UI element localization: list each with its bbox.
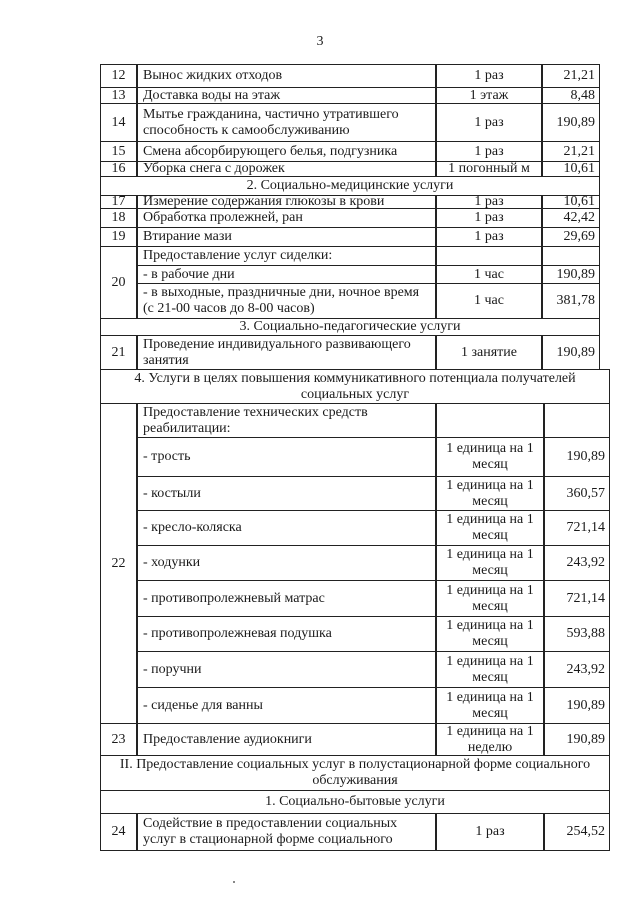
price-cell-empty	[544, 403, 610, 438]
price: 10,61	[542, 195, 600, 209]
unit-of-service: 1 единица на 1 месяц	[436, 437, 544, 477]
price: 42,42	[542, 208, 600, 228]
unit-of-service: 1 единица на 1 месяц	[436, 651, 544, 688]
unit-of-service: 1 единица на 1 месяц	[436, 476, 544, 511]
row-number: 22	[100, 403, 137, 724]
price: 381,78	[542, 283, 600, 319]
unit-of-service: 1 занятие	[436, 335, 542, 370]
row-number: 15	[100, 141, 137, 162]
service-name: Проведение индивидуального развивающего занятия	[137, 335, 436, 370]
service-name: Предоставление услуг сиделки:	[137, 246, 436, 266]
section-heading: 1. Социально-бытовые услуги	[100, 790, 610, 814]
service-name: Втирание мази	[137, 227, 436, 247]
service-name: Обработка пролежней, ран	[137, 208, 436, 228]
unit-of-service: 1 час	[436, 265, 542, 284]
section-heading: II. Предоставление социальных услуг в полустационарной форме социального обслуживания	[100, 755, 610, 791]
service-name: Вынос жидких отходов	[137, 64, 436, 88]
service-name: - костыли	[137, 476, 436, 511]
price: 10,61	[542, 161, 600, 177]
service-name: - в рабочие дни	[137, 265, 436, 284]
row-number: 16	[100, 161, 137, 177]
row-number: 17	[100, 195, 137, 209]
service-name: - сиденье для ванны	[137, 687, 436, 724]
scan-speck	[233, 881, 235, 883]
row-number: 13	[100, 87, 137, 104]
price: 190,89	[544, 687, 610, 724]
price: 21,21	[542, 141, 600, 162]
service-name: Смена абсорбирующего белья, подгузника	[137, 141, 436, 162]
unit-cell-empty	[436, 246, 542, 266]
price: 721,14	[544, 580, 610, 617]
row-number: 21	[100, 335, 137, 370]
section-heading: 2. Социально-медицинские услуги	[100, 176, 600, 196]
unit-of-service: 1 этаж	[436, 87, 542, 104]
row-number: 20	[100, 246, 137, 319]
price: 243,92	[544, 651, 610, 688]
page-number: 3	[316, 34, 324, 49]
unit-of-service: 1 единица на 1 месяц	[436, 687, 544, 724]
price: 8,48	[542, 87, 600, 104]
unit-of-service: 1 раз	[436, 64, 542, 88]
price: 593,88	[544, 616, 610, 652]
section-heading: 3. Социально-педагогические услуги	[100, 318, 600, 336]
price: 190,89	[544, 437, 610, 477]
price: 360,57	[544, 476, 610, 511]
unit-of-service: 1 единица на 1 месяц	[436, 580, 544, 617]
service-name: Предоставление аудиокниги	[137, 723, 436, 756]
service-name: - в выходные, праздничные дни, ночное время (с 21-00 часов до 8-00 часов)	[137, 283, 436, 319]
unit-of-service: 1 раз	[436, 227, 542, 247]
unit-of-service: 1 погонный м	[436, 161, 542, 177]
unit-of-service: 1 раз	[436, 208, 542, 228]
price: 243,92	[544, 545, 610, 581]
service-name: Измерение содержания глюкозы в крови	[137, 195, 436, 209]
section-heading: 4. Услуги в целях повышения коммуникативного потенциала получателей социальных услуг	[100, 369, 610, 404]
unit-of-service: 1 час	[436, 283, 542, 319]
unit-of-service: 1 раз	[436, 141, 542, 162]
unit-of-service: 1 единица на 1 неделю	[436, 723, 544, 756]
service-name: Мытье гражданина, частично утратившего способность к самообслуживанию	[137, 103, 436, 142]
service-name: - кресло-коляска	[137, 510, 436, 546]
price-cell-empty	[542, 246, 600, 266]
service-name: - поручни	[137, 651, 436, 688]
price: 190,89	[544, 723, 610, 756]
unit-of-service: 1 единица на 1 месяц	[436, 545, 544, 581]
row-number: 18	[100, 208, 137, 228]
row-number: 19	[100, 227, 137, 247]
unit-of-service: 1 единица на 1 месяц	[436, 510, 544, 546]
price: 190,89	[542, 103, 600, 142]
row-number: 23	[100, 723, 137, 756]
unit-of-service: 1 раз	[436, 813, 544, 851]
service-name: - противопролежневый матрас	[137, 580, 436, 617]
service-name: - противопролежневая подушка	[137, 616, 436, 652]
price: 190,89	[542, 335, 600, 370]
unit-of-service: 1 раз	[436, 195, 542, 209]
service-name: Доставка воды на этаж	[137, 87, 436, 104]
row-number: 24	[100, 813, 137, 851]
price: 21,21	[542, 64, 600, 88]
unit-of-service: 1 единица на 1 месяц	[436, 616, 544, 652]
price: 254,52	[544, 813, 610, 851]
price: 721,14	[544, 510, 610, 546]
service-name: Содействие в предоставлении социальных услуг в стационарной форме социального	[137, 813, 436, 851]
row-number: 12	[100, 64, 137, 88]
price: 29,69	[542, 227, 600, 247]
price: 190,89	[542, 265, 600, 284]
unit-of-service: 1 раз	[436, 103, 542, 142]
unit-cell-empty	[436, 403, 544, 438]
service-name: - ходунки	[137, 545, 436, 581]
service-name: - трость	[137, 437, 436, 477]
service-name: Предоставление технических средств реабилитации:	[137, 403, 436, 438]
service-name: Уборка снега с дорожек	[137, 161, 436, 177]
row-number: 14	[100, 103, 137, 142]
